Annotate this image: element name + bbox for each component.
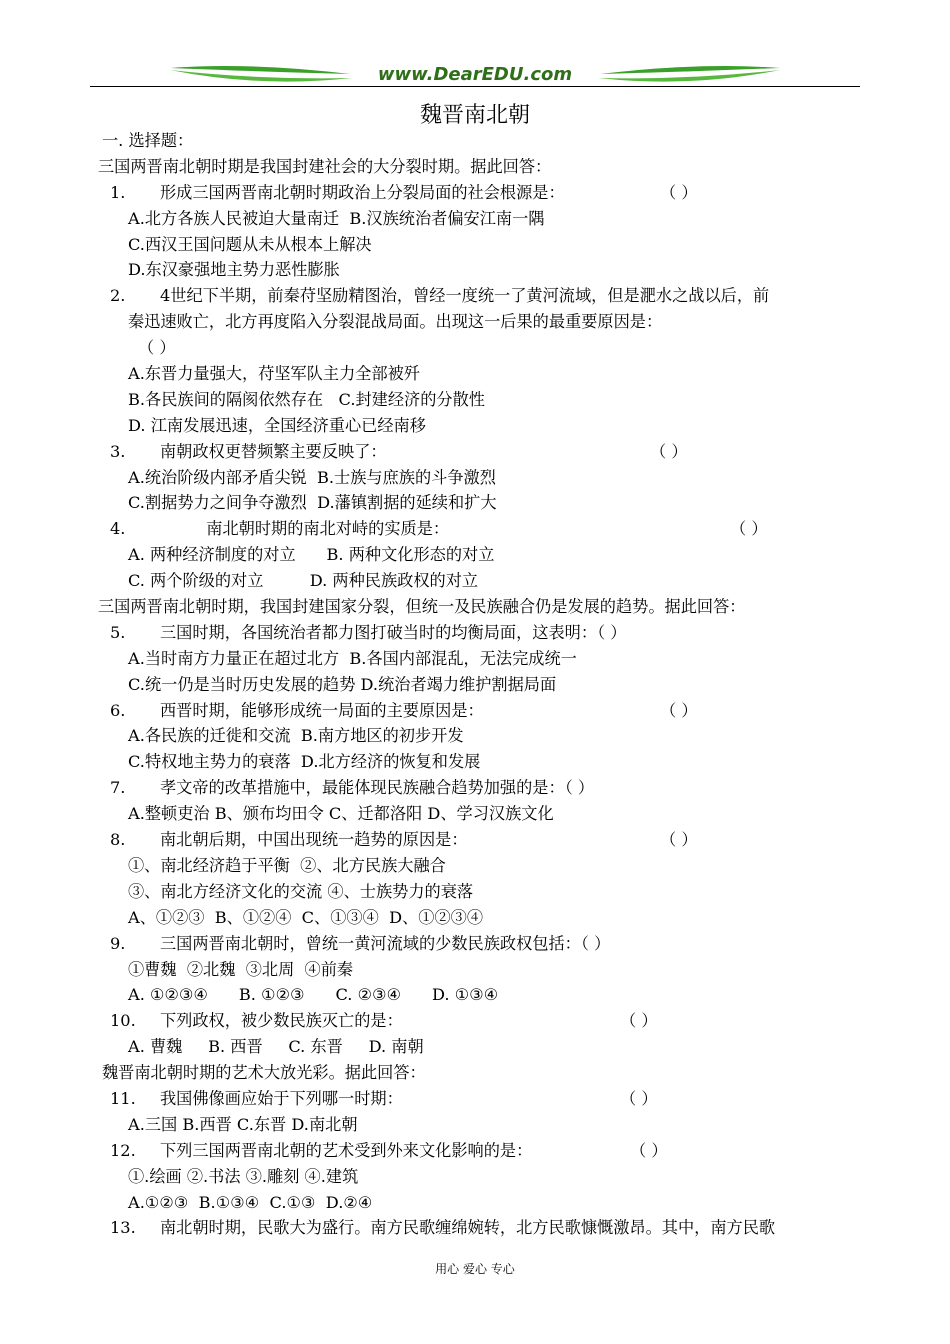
question-stem: 南朝政权更替频繁主要反映了： xyxy=(160,441,387,461)
question-item xyxy=(102,827,872,853)
answer-option: A.各民族的迁徙和交流 B.南方地区的初步开发 xyxy=(128,726,464,746)
answer-parenthesis: （ ） xyxy=(660,830,698,850)
page-footer: 用心 爱心 专心 xyxy=(435,1262,515,1276)
answer-option: A.北方各族人民被迫大量南迁 B.汉族统治者偏安江南一隅 xyxy=(128,208,545,228)
question-item xyxy=(102,1008,872,1034)
question-number: 13. xyxy=(110,1218,136,1238)
answer-option: A. ①②③④ B. ①②③ C. ②③④ D. ①③④ xyxy=(128,985,499,1005)
answer-option: ①曹魏 ②北魏 ③北周 ④前秦 xyxy=(128,959,354,979)
answer-option: ③、南北方经济文化的交流 ④、士族势力的衰落 xyxy=(128,881,474,901)
answer-option: A.整顿吏治 B、颁布均田令 C、迁都洛阳 D、学习汉族文化 xyxy=(128,804,554,824)
answer-option: B.各民族间的隔阂依然存在 C.封建经济的分散性 xyxy=(128,389,485,409)
question-item xyxy=(102,1086,872,1112)
question-continuation: （ ） xyxy=(138,338,176,358)
intro-text: 三国两晋南北朝时期是我国封建社会的大分裂时期。据此回答： xyxy=(98,156,552,176)
answer-option: C.统一仍是当时历史发展的趋势 D.统治者竭力维护割据局面 xyxy=(128,674,557,694)
question-item xyxy=(102,1138,872,1164)
document-body xyxy=(98,128,872,1241)
answer-option: D.东汉豪强地主势力恶性膨胀 xyxy=(128,260,340,280)
answer-parenthesis: （ ） xyxy=(730,519,768,539)
question-stem: 下列政权，被少数民族灭亡的是： xyxy=(160,1011,403,1031)
question-item xyxy=(102,931,872,957)
question-stem: 下列三国两晋南北朝的艺术受到外来文化影响的是： xyxy=(160,1140,533,1160)
answer-parenthesis: （ ） xyxy=(660,700,698,720)
answer-option: A.当时南方力量正在超过北方 B.各国内部混乱，无法完成统一 xyxy=(128,648,577,668)
site-logo-text: www.DearEDU.com xyxy=(377,64,573,85)
page-title: 魏晋南北朝 xyxy=(419,103,530,128)
answer-option: A. 曹魏 B. 西晋 C. 东晋 D. 南朝 xyxy=(128,1037,424,1057)
question-item xyxy=(102,180,872,206)
answer-option: A.三国 B.西晋 C.东晋 D.南北朝 xyxy=(128,1114,358,1134)
question-number: 11. xyxy=(110,1088,136,1108)
section-heading: 一. 选择题： xyxy=(102,131,194,150)
question-continuation: 秦迅速败亡，北方再度陷入分裂混战局面。出现这一后果的最重要原因是： xyxy=(128,312,663,332)
answer-option: C.特权地主势力的衰落 D.北方经济的恢复和发展 xyxy=(128,752,481,772)
question-stem: 西晋时期，能够形成统一局面的主要原因是： xyxy=(160,700,484,720)
question-item xyxy=(102,1215,872,1241)
answer-parenthesis: （ ） xyxy=(660,182,698,202)
question-stem: 孝文帝的改革措施中，最能体现民族融合趋势加强的是：（ ） xyxy=(160,778,595,798)
header-rule xyxy=(90,86,860,87)
question-number: 4. xyxy=(110,519,126,539)
answer-option: D. 江南发展迅速，全国经济重心已经南移 xyxy=(128,415,426,435)
question-number: 8. xyxy=(110,830,126,850)
answer-option: A. 两种经济制度的对立 B. 两种文化形态的对立 xyxy=(128,545,495,565)
question-stem: 我国佛像画应始于下列哪一时期： xyxy=(160,1088,403,1108)
answer-option: C.割据势力之间争夺激烈 D.藩镇割据的延续和扩大 xyxy=(128,493,497,513)
question-number: 12. xyxy=(110,1140,136,1160)
question-stem: 南北朝后期，中国出现统一趋势的原因是： xyxy=(160,830,468,850)
question-stem: 三国两晋南北朝时，曾统一黄河流域的少数民族政权包括：（ ） xyxy=(160,933,611,953)
question-item xyxy=(102,439,872,465)
question-number: 10. xyxy=(110,1011,136,1031)
question-number: 2. xyxy=(110,286,126,306)
answer-option: C.西汉王国问题从未从根本上解决 xyxy=(128,234,372,254)
answer-option: A、①②③ B、①②④ C、①③④ D、①②③④ xyxy=(128,907,484,927)
answer-parenthesis: （ ） xyxy=(620,1011,658,1031)
question-item xyxy=(102,620,872,646)
question-item xyxy=(102,775,872,801)
question-number: 1. xyxy=(110,182,126,202)
question-stem: 南北朝时期的南北对峙的实质是： xyxy=(160,519,450,539)
intro-text: 魏晋南北朝时期的艺术大放光彩。据此回答： xyxy=(102,1063,426,1083)
answer-option: C. 两个阶级的对立 D. 两种民族政权的对立 xyxy=(128,571,479,591)
question-number: 7. xyxy=(110,778,126,798)
question-stem: 4世纪下半期，前秦苻坚励精图治，曾经一度统一了黄河流域，但是淝水之战以后，前 xyxy=(160,286,770,306)
answer-option: A.①②③ B.①③④ C.①③ D.②④ xyxy=(128,1192,373,1212)
question-stem: 南北朝时期，民歌大为盛行。南方民歌缠绵婉转，北方民歌慷慨激昂。其中，南方民歌 xyxy=(160,1218,776,1238)
intro-text: 三国两晋南北朝时期，我国封建国家分裂，但统一及民族融合仍是发展的趋势。据此回答： xyxy=(98,597,746,617)
answer-option: ①.绘画 ②.书法 ③.雕刻 ④.建筑 xyxy=(128,1166,359,1186)
question-item xyxy=(102,698,872,724)
question-number: 9. xyxy=(110,933,126,953)
answer-option: A.统治阶级内部矛盾尖锐 B.士族与庶族的斗争激烈 xyxy=(128,467,496,487)
answer-option: A.东晋力量强大，苻坚军队主力全部被歼 xyxy=(128,364,421,384)
question-number: 3. xyxy=(110,441,126,461)
question-item xyxy=(102,283,872,309)
question-stem: 形成三国两晋南北朝时期政治上分裂局面的社会根源是： xyxy=(160,182,565,202)
question-stem: 三国时期，各国统治者都力图打破当时的均衡局面，这表明：（ ） xyxy=(160,622,627,642)
question-number: 5. xyxy=(110,622,126,642)
answer-parenthesis: （ ） xyxy=(620,1088,658,1108)
question-item xyxy=(102,516,872,542)
answer-parenthesis: （ ） xyxy=(630,1140,668,1160)
answer-option: ①、南北经济趋于平衡 ②、北方民族大融合 xyxy=(128,855,446,875)
question-number: 6. xyxy=(110,700,126,720)
answer-parenthesis: （ ） xyxy=(650,441,688,461)
